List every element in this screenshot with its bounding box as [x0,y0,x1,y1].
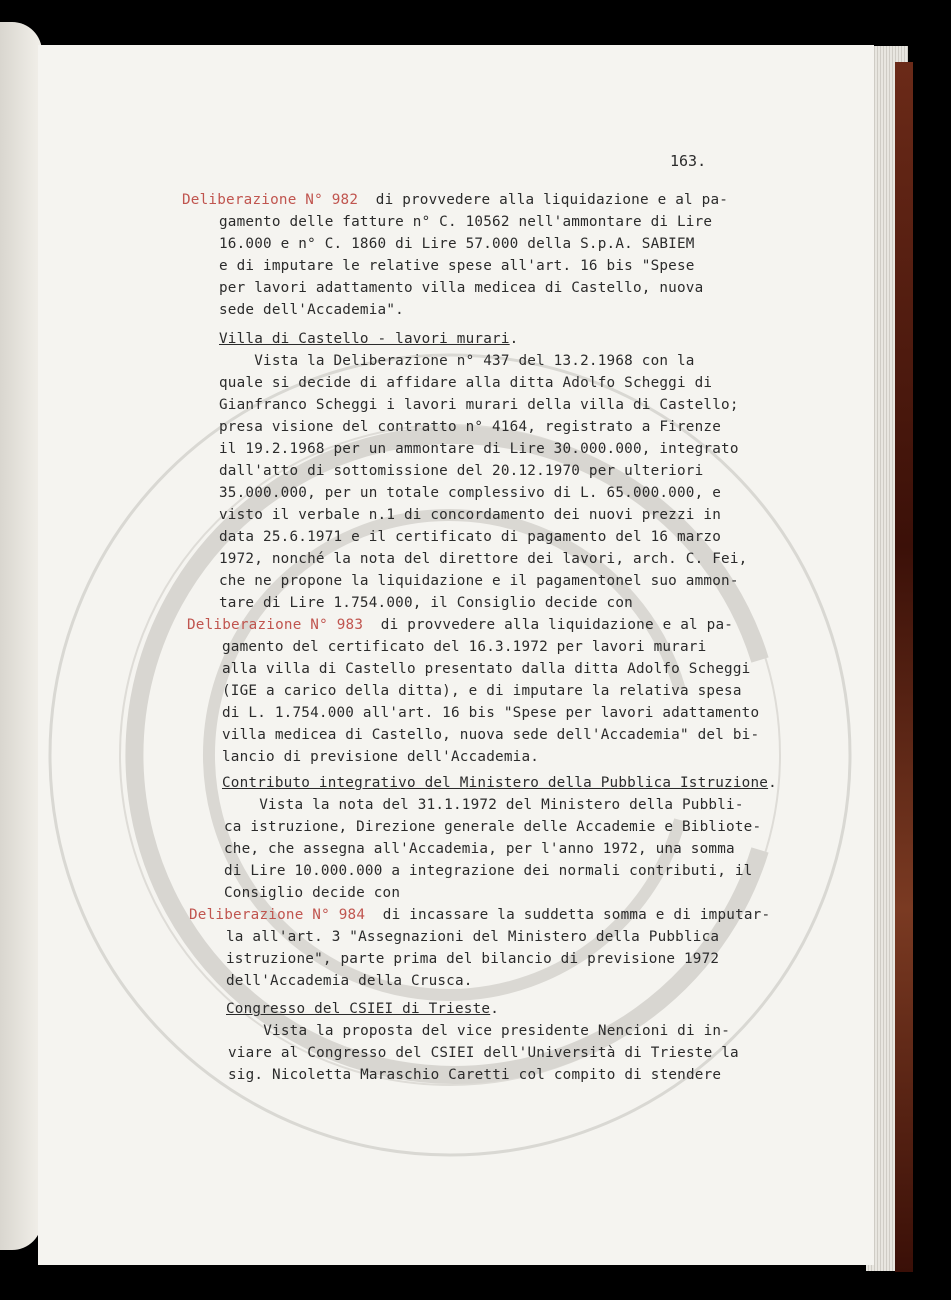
text-line [219,485,721,501]
text-line [222,775,777,791]
deliberation-label: Deliberazione N° 983 [187,617,364,633]
text-span: . [768,775,777,791]
text-line [228,1067,721,1083]
text-line [219,419,721,435]
book-cover [895,62,913,1272]
text-span: alla villa di Castello presentato dalla ditta Adolfo Scheggi [222,661,751,677]
text-span: Consiglio decide con [224,885,401,901]
text-line [219,302,404,318]
section-heading: Congresso del CSIEI di Trieste [226,1001,491,1017]
text-span: . [490,1001,500,1017]
text-span: dell'Accademia della Crusca. [226,973,473,989]
text-line [224,797,744,813]
text-line [189,907,770,923]
text-span: visto il verbale n.1 di concordamento dei nuovi prezzi in [219,507,722,523]
text-span: che, che assegna all'Accademia, per l'anno 1972, una somma [224,841,735,857]
text-span: Vista la proposta del vice presidente Nencioni di in- [228,1023,731,1039]
text-span: presa visione del contratto n° 4164, registrato a Firenze [219,419,722,435]
text-span: gamento delle fatture n° C. 10562 nell'ammontare di Lire [219,214,713,230]
text-line [222,749,539,765]
text-line [224,885,400,901]
text-line [222,683,742,699]
text-line [219,595,633,611]
text-span: sig. Nicoletta Maraschio Caretti col compito di stendere [228,1067,722,1083]
text-span: per lavori adattamento villa medicea di Castello, nuova [219,280,704,296]
text-span: dall'atto di sottomissione del 20.12.1970 per ulteriori [219,463,704,479]
text-line [226,973,473,989]
text-span: lancio di previsione dell'Accademia. [222,749,540,765]
text-span: che ne propone la liquidazione e il pagamentonel suo ammon- [219,573,739,589]
text-span: quale si decide di affidare alla ditta Adolfo Scheggi di [219,375,713,391]
text-line [222,727,759,743]
text-line [228,1045,739,1061]
text-span: 35.000.000, per un totale complessivo di L. 65.000.000, e [219,485,722,501]
text-line [219,258,695,274]
text-span: di Lire 10.000.000 a integrazione dei normali contributi, il [224,863,753,879]
text-span: viare al Congresso del CSIEI dell'Università di Trieste la [228,1045,739,1061]
text-span: data 25.6.1971 e il certificato di pagamento del 16 marzo [219,529,722,545]
text-line [226,1001,499,1017]
text-span: ca istruzione, Direzione generale delle Accademie e Bibliote- [224,819,762,835]
text-line [219,331,518,347]
text-span: villa medicea di Castello, nuova sede dell'Accademia" del bi- [222,727,760,743]
text-span: di L. 1.754.000 all'art. 16 bis "Spese per lavori adattamento [222,705,760,721]
text-line [187,617,733,633]
text-span: e di imputare le relative spese all'art. 16 bis "Spese [219,258,695,274]
text-line [219,214,712,230]
text-span: di incassare la suddetta somma e di imputar- [365,907,771,923]
text-line [224,819,761,835]
text-line [219,551,747,567]
text-span: . [509,331,519,347]
text-span: la all'art. 3 "Assegnazioni del Ministero della Pubblica [226,929,720,945]
text-line [219,573,739,589]
section-heading: Contributo integrativo del Ministero della Pubblica Istruzione [222,775,769,791]
text-line [222,705,759,721]
text-span: Vista la nota del 31.1.1972 del Ministero della Pubbli- [224,797,744,813]
text-span: di provvedere alla liquidazione e al pa- [358,192,729,208]
text-line [228,1023,730,1039]
text-line [222,639,706,655]
text-span: istruzione", parte prima del bilancio di previsione 1972 [226,951,720,967]
text-line [222,661,750,677]
text-span: 1972, nonché la nota del direttore dei lavori, arch. C. Fei, [219,551,748,567]
text-span: gamento del certificato del 16.3.1972 per lavori murari [222,639,707,655]
section-heading: Villa di Castello - lavori murari [219,331,510,347]
text-span: il 19.2.1968 per un ammontare di Lire 30.000.000, integrato [219,441,739,457]
text-span: 16.000 e n° C. 1860 di Lire 57.000 della S.p.A. SABIEM [219,236,695,252]
text-line [219,236,695,252]
text-line [219,441,739,457]
deliberation-label: Deliberazione N° 984 [189,907,366,923]
text-span: Vista la Deliberazione n° 437 del 13.2.1968 con la [219,353,695,369]
text-span: di provvedere alla liquidazione e al pa- [363,617,734,633]
text-line [219,397,739,413]
text-span: sede dell'Accademia". [219,302,404,318]
text-line [224,841,735,857]
text-line [226,929,719,945]
text-line [224,863,752,879]
left-page-edge [0,22,42,1250]
text-line [219,375,712,391]
text-line [219,529,721,545]
text-line [219,353,695,369]
text-line [219,280,703,296]
text-line [182,192,728,208]
deliberation-label: Deliberazione N° 982 [182,192,359,208]
text-line [219,507,721,523]
text-line [226,951,719,967]
text-span: Gianfranco Scheggi i lavori murari della villa di Castello; [219,397,739,413]
text-span: tare di Lire 1.754.000, il Consiglio decide con [219,595,633,611]
text-span: (IGE a carico della ditta), e di imputare la relativa spesa [222,683,742,699]
text-line [219,463,703,479]
page-number: 163. [670,152,707,170]
